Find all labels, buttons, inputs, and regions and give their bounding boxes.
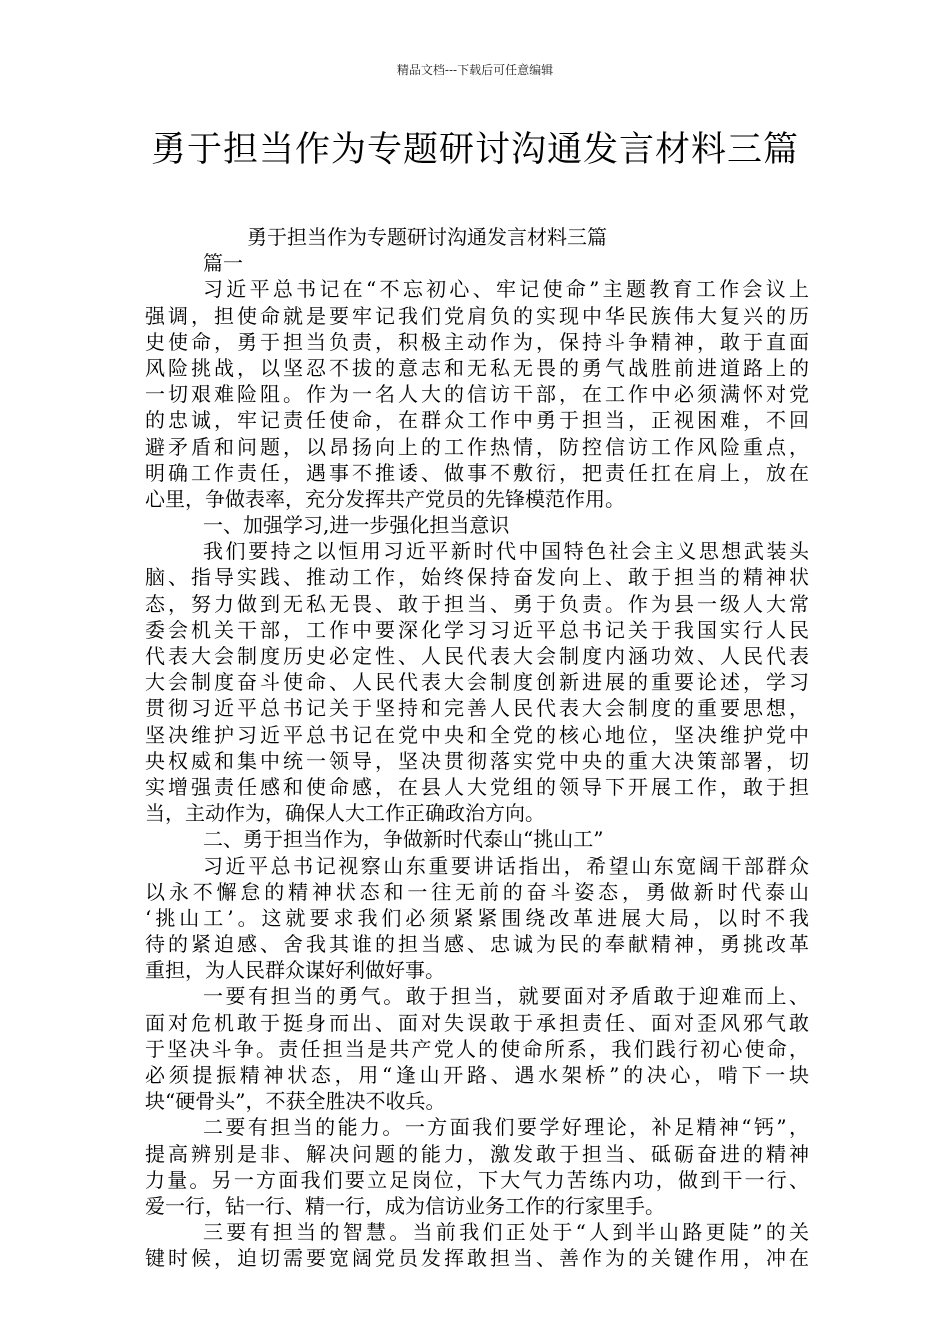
paragraph-line: 待的紧迫感、舍我其谁的担当感、忠诚为民的奉献精神，勇挑改革 [145, 932, 809, 957]
paragraph-line: 提高辨别是非、解决问题的能力，激发敢于担当、砥砺奋进的精神 [145, 1141, 809, 1166]
paragraph-line: 一要有担当的勇气。敢于担当，就要面对矛盾敢于迎难而上、 [203, 984, 809, 1009]
paragraph-line: 贯彻习近平总书记关于坚持和完善人民代表大会制度的重要思想， [145, 696, 809, 721]
paragraph-line: 委会机关干部，工作中要深化学习习近平总书记关于我国实行人民 [145, 617, 809, 642]
paragraph-line: 避矛盾和问题，以昂扬向上的工作热情，防控信访工作风险重点， [145, 434, 809, 459]
paragraph-line: 三要有担当的智慧。当前我们正处于“人到半山路更陡”的关 [203, 1220, 809, 1245]
document-subtitle: 勇于担当作为专题研讨沟通发言材料三篇 [247, 225, 607, 249]
paragraph-line: 力量。另一方面我们要立足岗位，下大气力苦练内功，做到干一行、 [145, 1167, 809, 1192]
paragraph-line: 强调，担使命就是要牢记我们党肩负的实现中华民族伟大复兴的历 [145, 303, 809, 328]
paragraph-line: 史使命，勇于担当负责，积极主动作为，保持斗争精神，敢于直面 [145, 329, 809, 354]
paragraph-line: 明确工作责任，遇事不推诿、做事不敷衍，把责任扛在肩上，放在 [145, 460, 809, 485]
paragraph-line: 必须提振精神状态，用“逢山开路、遇水架桥”的决心，啃下一块 [145, 1063, 809, 1087]
paragraph-line: 重担，为人民群众谋好利做好事。 [145, 958, 445, 983]
paragraph-line: 央权威和集中统一领导，坚决贯彻落实党中央的重大决策部署，切 [145, 748, 809, 773]
section-heading: 二、勇于担当作为，争做新时代泰山“挑山工” [203, 827, 604, 852]
paragraph-line: 实增强责任感和使命感，在县人大党组的领导下开展工作，敢于担 [145, 774, 809, 799]
paragraph-line: 脑、指导实践、推动工作，始终保持奋发向上、敢于担当的精神状 [145, 565, 809, 590]
paragraph-line: 风险挑战，以坚忍不拔的意志和无私无畏的勇气战胜前进道路上的 [145, 355, 809, 380]
document-body [145, 224, 809, 1272]
section-heading-part-one: 篇一 [203, 251, 243, 276]
paragraph-line: 爱一行，钻一行、精一行，成为信访业务工作的行家里手。 [145, 1193, 665, 1218]
paragraph-line: 以永不懈怠的精神状态和一往无前的奋斗姿态，勇做新时代泰山 [145, 879, 809, 904]
paragraph-line: 的忠诚，牢记责任使命，在群众工作中勇于担当，正视困难，不回 [145, 408, 809, 433]
document-title: 勇于担当作为专题研讨沟通发言材料三篇 [150, 130, 799, 170]
paragraph-line: 习近平总书记在“不忘初心、牢记使命”主题教育工作会议上 [203, 277, 809, 302]
page-header-watermark: 精品文档---下载后可任意编辑 [396, 63, 554, 77]
paragraph-line: 态，努力做到无私无畏、敢于担当、勇于负责。作为县一级人大常 [145, 591, 809, 616]
section-heading: 一、加强学习,进一步强化担当意识 [203, 513, 510, 538]
paragraph-line: 坚决维护习近平总书记在党中央和全党的核心地位，坚决维护党中 [145, 722, 809, 747]
paragraph-line: 我们要持之以恒用习近平新时代中国特色社会主义思想武装头 [203, 539, 809, 564]
paragraph-line: 当，主动作为，确保人大工作正确政治方向。 [145, 801, 545, 826]
paragraph-line: 代表大会制度历史必定性、人民代表大会制度内涵功效、人民代表 [145, 644, 809, 668]
paragraph-line: 面对危机敢于挺身而出、面对失误敢于承担责任、面对歪风邪气敢 [145, 1010, 809, 1035]
paragraph-line: 二要有担当的能力。一方面我们要学好理论，补足精神“钙”， [203, 1115, 809, 1140]
paragraph-line: 于坚决斗争。责任担当是共产党人的使命所系，我们践行初心使命， [145, 1036, 809, 1061]
paragraph-line: 一切艰难险阻。作为一名人大的信访干部，在工作中必须满怀对党 [145, 382, 809, 407]
paragraph-line: ‘挑山工’。这就要求我们必须紧紧围绕改革进展大局，以时不我 [145, 905, 809, 930]
paragraph-line: 心里，争做表率，充分发挥共产党员的先锋模范作用。 [145, 486, 625, 511]
paragraph-line: 习近平总书记视察山东重要讲话指出，希望山东宽阔干部群众 [203, 853, 809, 878]
paragraph-line: 块“硬骨头”，不获全胜决不收兵。 [145, 1089, 446, 1114]
paragraph-line: 大会制度奋斗使命、人民代表大会制度创新进展的重要论述，学习 [145, 670, 809, 695]
paragraph-line: 键时候，迫切需要宽阔党员发挥敢担当、善作为的关键作用，冲在 [145, 1246, 809, 1271]
